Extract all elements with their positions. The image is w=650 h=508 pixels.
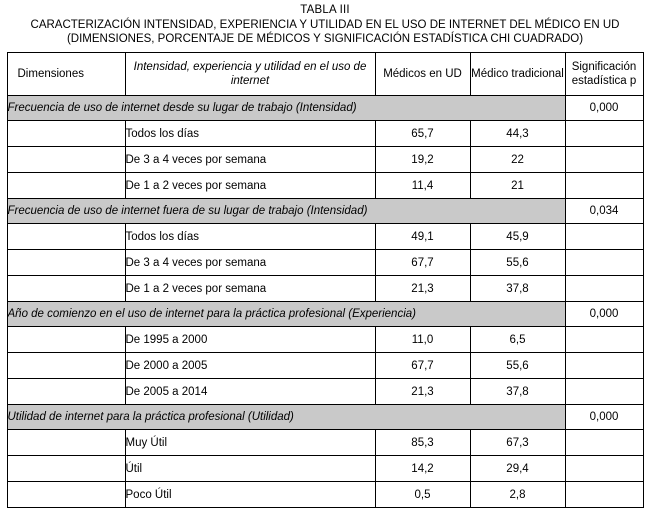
row-value-traditional: 55,6 bbox=[470, 353, 565, 379]
row-value-traditional: 37,8 bbox=[470, 276, 565, 302]
section-significance: 0,000 bbox=[565, 302, 643, 327]
row-value-traditional: 21 bbox=[470, 173, 565, 199]
section-label: Frecuencia de uso de internet fuera de su lugar de trabajo (Intensidad) bbox=[7, 199, 565, 224]
row-label: De 3 a 4 veces por semana bbox=[125, 147, 375, 173]
row-dimension-blank bbox=[7, 250, 125, 276]
characterization-table bbox=[7, 52, 644, 508]
row-value-ud: 65,7 bbox=[375, 121, 470, 147]
row-significance-blank bbox=[565, 276, 643, 302]
section-row bbox=[7, 405, 643, 430]
row-significance-blank bbox=[565, 173, 643, 199]
table-row bbox=[7, 430, 643, 456]
row-value-traditional: 6,5 bbox=[470, 327, 565, 353]
section-significance: 0,000 bbox=[565, 405, 643, 430]
header-dimensions: Dimensiones bbox=[7, 53, 125, 96]
row-label: De 2005 a 2014 bbox=[125, 379, 375, 405]
table-row bbox=[7, 482, 643, 508]
row-label: Todos los días bbox=[125, 121, 375, 147]
row-value-ud: 11,0 bbox=[375, 327, 470, 353]
table-row bbox=[7, 121, 643, 147]
table-header bbox=[7, 53, 643, 96]
row-label: De 1 a 2 veces por semana bbox=[125, 276, 375, 302]
table-row bbox=[7, 456, 643, 482]
table-row bbox=[7, 327, 643, 353]
header-row bbox=[7, 53, 643, 96]
row-significance-blank bbox=[565, 379, 643, 405]
row-label: Todos los días bbox=[125, 224, 375, 250]
row-value-traditional: 45,9 bbox=[470, 224, 565, 250]
row-value-ud: 49,1 bbox=[375, 224, 470, 250]
table-row bbox=[7, 276, 643, 302]
row-value-traditional: 22 bbox=[470, 147, 565, 173]
row-dimension-blank bbox=[7, 147, 125, 173]
section-row bbox=[7, 199, 643, 224]
row-dimension-blank bbox=[7, 430, 125, 456]
row-significance-blank bbox=[565, 224, 643, 250]
row-value-traditional: 37,8 bbox=[470, 379, 565, 405]
row-value-ud: 67,7 bbox=[375, 250, 470, 276]
row-dimension-blank bbox=[7, 224, 125, 250]
table-title: CARACTERIZACIÓN INTENSIDAD, EXPERIENCIA Y UTILIDAD EN EL USO DE INTERNET DEL MÉDICO EN UD (DIMENSIONES, PORCENTAJE DE MÉDICOS Y SIGNIFICACIÓN ESTADÍSTICA CHI CUADRADO) bbox=[30, 19, 620, 45]
section-label: Año de comienzo en el uso de internet para la práctica profesional (Experiencia) bbox=[7, 302, 565, 327]
row-dimension-blank bbox=[7, 276, 125, 302]
table-row bbox=[7, 353, 643, 379]
row-label: De 2000 a 2005 bbox=[125, 353, 375, 379]
row-label: Poco Útil bbox=[125, 482, 375, 508]
row-label: Muy Útil bbox=[125, 430, 375, 456]
row-dimension-blank bbox=[7, 353, 125, 379]
row-value-ud: 21,3 bbox=[375, 379, 470, 405]
row-value-ud: 21,3 bbox=[375, 276, 470, 302]
row-significance-blank bbox=[565, 456, 643, 482]
row-significance-blank bbox=[565, 482, 643, 508]
row-dimension-blank bbox=[7, 482, 125, 508]
header-intensity: Intensidad, experiencia y utilidad en el uso de internet bbox=[125, 53, 375, 96]
table-row bbox=[7, 147, 643, 173]
row-value-ud: 19,2 bbox=[375, 147, 470, 173]
header-doctors-ud: Médicos en UD bbox=[375, 53, 470, 96]
row-value-traditional: 44,3 bbox=[470, 121, 565, 147]
header-significance: Significación estadística p bbox=[565, 53, 643, 96]
row-dimension-blank bbox=[7, 379, 125, 405]
row-value-ud: 0,5 bbox=[375, 482, 470, 508]
row-significance-blank bbox=[565, 121, 643, 147]
section-significance: 0,034 bbox=[565, 199, 643, 224]
section-label: Frecuencia de uso de internet desde su lugar de trabajo (Intensidad) bbox=[7, 96, 565, 121]
table-row bbox=[7, 224, 643, 250]
section-row bbox=[7, 302, 643, 327]
row-value-ud: 85,3 bbox=[375, 430, 470, 456]
row-label: De 1995 a 2000 bbox=[125, 327, 375, 353]
row-dimension-blank bbox=[7, 121, 125, 147]
row-significance-blank bbox=[565, 353, 643, 379]
table-row bbox=[7, 250, 643, 276]
section-label: Utilidad de internet para la práctica profesional (Utilidad) bbox=[7, 405, 565, 430]
row-significance-blank bbox=[565, 327, 643, 353]
row-value-traditional: 67,3 bbox=[470, 430, 565, 456]
table-body bbox=[7, 96, 643, 508]
row-value-traditional: 2,8 bbox=[470, 482, 565, 508]
row-value-ud: 11,4 bbox=[375, 173, 470, 199]
row-label: De 1 a 2 veces por semana bbox=[125, 173, 375, 199]
row-value-ud: 14,2 bbox=[375, 456, 470, 482]
row-significance-blank bbox=[565, 430, 643, 456]
row-value-ud: 67,7 bbox=[375, 353, 470, 379]
row-dimension-blank bbox=[7, 456, 125, 482]
section-significance: 0,000 bbox=[565, 96, 643, 121]
row-dimension-blank bbox=[7, 327, 125, 353]
row-dimension-blank bbox=[7, 173, 125, 199]
row-significance-blank bbox=[565, 147, 643, 173]
table-number: TABLA III bbox=[300, 4, 350, 16]
row-label: Útil bbox=[125, 456, 375, 482]
row-label: De 3 a 4 veces por semana bbox=[125, 250, 375, 276]
section-row bbox=[7, 96, 643, 121]
header-doctors-traditional: Médico tradicional bbox=[470, 53, 565, 96]
row-significance-blank bbox=[565, 250, 643, 276]
table-row bbox=[7, 173, 643, 199]
table-row bbox=[7, 379, 643, 405]
row-value-traditional: 55,6 bbox=[470, 250, 565, 276]
row-value-traditional: 29,4 bbox=[470, 456, 565, 482]
